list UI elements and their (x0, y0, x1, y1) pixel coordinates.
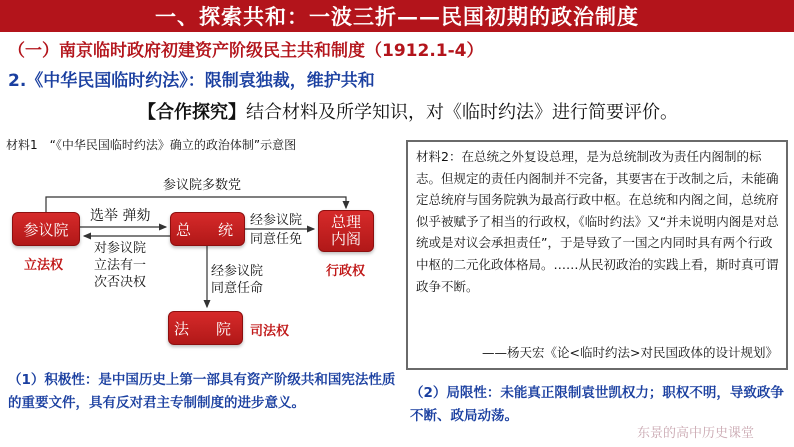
material1-caption: 材料1 “《中华民国临时约法》确立的政治体制”示意图 (6, 138, 297, 152)
cabinet-line1: 总理 (330, 213, 361, 231)
section-subtitle: （一）南京临时政府初建资产阶级民主共和制度（1912.1-4） (8, 41, 484, 61)
legislative-power-label: 立法权 (24, 258, 64, 273)
judicial-power-label: 司法权 (250, 324, 290, 339)
material2-text: 材料2：在总统之外复设总理，是为总统制改为责任内阁制的标志。但规定的责任内阁制并不完备，其要害在于改制之后，未能确定总统府与国务院孰为最高行政中枢。在总统和内阁之间，总统府似乎被赋予了相当的行政权，《临时约法》又“并未说明内阁是对总统或是对议会承担责任”，于是导致了一国之内同时具有两个行政中枢的二元化政体格局。……从民初政治的实践上看，斯时真可谓政争不断。 (416, 149, 779, 294)
president-box: 总 统 (170, 212, 245, 246)
cabinet-line2: 内阁 (330, 230, 361, 248)
appoint-label-1: 经参议院 (250, 213, 303, 228)
veto-label-1: 对参议院 (94, 241, 147, 256)
task-text: 结合材料及所学知识，对《临时约法》进行简要评价。 (246, 102, 678, 123)
negative-evaluation: （2）局限性：未能真正限制袁世凯权力；职权不明，导致政争不断、政局动荡。 (410, 385, 784, 424)
legislature-box: 参议院 (12, 212, 80, 246)
positive-evaluation: （1）积极性：是中国历史上第一部具有资产阶级共和国宪法性质的重要文件，具有反对君主专制制度的进步意义。 (8, 372, 396, 411)
veto-label-2: 立法有一 (94, 258, 147, 273)
majority-party-label: 参议院多数党 (163, 178, 242, 193)
judiciary-box: 法 院 (168, 311, 243, 345)
watermark: 东景的高中历史课堂 (637, 426, 755, 441)
material2-citation: ——杨天宏《论<临时约法>对民国政体的设计规划》 (482, 345, 778, 361)
court-label-2: 同意任命 (211, 281, 264, 296)
appoint-label-2: 同意任免 (250, 232, 303, 247)
key-point: 2.《中华民国临时约法》：限制袁独裁，维护共和 (8, 71, 375, 91)
elect-impeach-label: 选举 弹劾 (90, 208, 151, 224)
court-label-1: 经参议院 (211, 264, 264, 279)
veto-label-3: 次否决权 (94, 275, 147, 290)
cabinet-box (318, 210, 374, 252)
material2-box (406, 140, 788, 370)
slide-title: 一、探索共和：一波三折——民国初期的政治制度 (0, 0, 794, 32)
task-tag: 【合作探究】 (138, 102, 246, 123)
executive-power-label: 行政权 (326, 264, 366, 279)
task-prompt (138, 98, 678, 124)
